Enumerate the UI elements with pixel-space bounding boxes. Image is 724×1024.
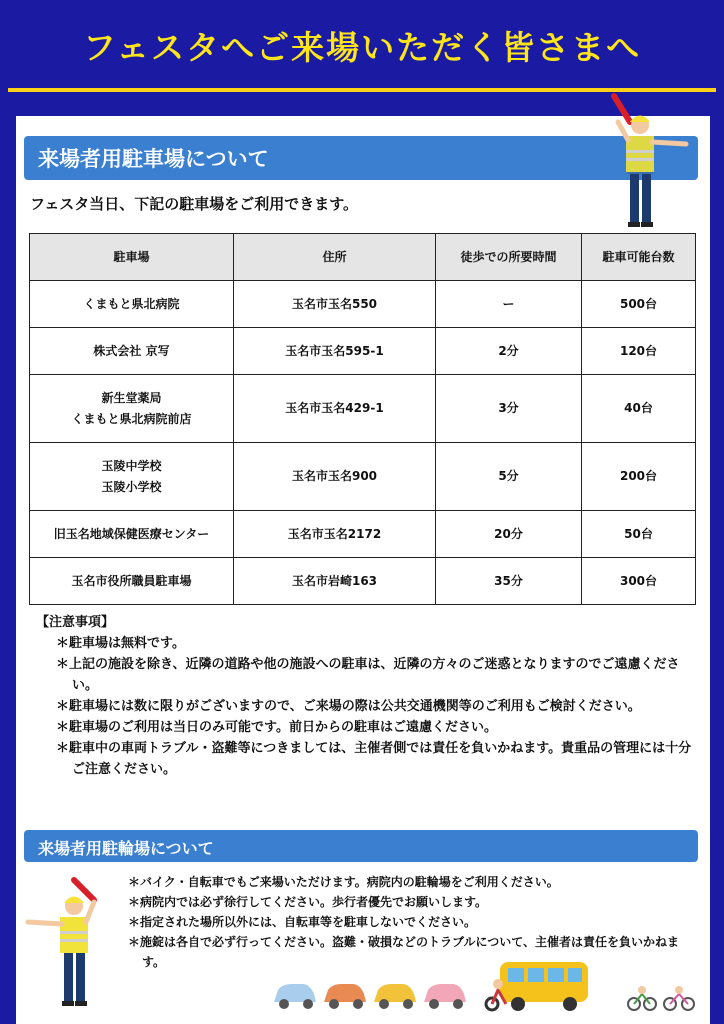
lot-capacity: 300台 bbox=[582, 558, 696, 605]
lot-name-line: 玉陵中学校 bbox=[101, 459, 162, 474]
lot-walk-time: 2分 bbox=[436, 328, 582, 375]
bike-note-item: ＊バイク・自転車でもご来場いただけます。病院内の駐輪場をご利用ください。 bbox=[128, 875, 559, 889]
note-item: ＊上記の施設を除き、近隣の道路や他の施設への駐車は、近隣の方々のご迷惑となりますのでご遠慮ください。 bbox=[56, 657, 680, 693]
column-header-walk-time: 徒歩での所要時間 bbox=[436, 234, 582, 281]
lot-walk-time: ー bbox=[436, 281, 582, 328]
lot-walk-time: 20分 bbox=[436, 511, 582, 558]
car-parking-title: 来場者用駐車場について bbox=[38, 147, 269, 171]
lot-name bbox=[30, 511, 234, 558]
table-row bbox=[30, 328, 696, 375]
table-header-row bbox=[30, 234, 696, 281]
table-row bbox=[30, 443, 696, 511]
note-item: ＊駐車場のご利用は当日のみ可能です。前日からの駐車はご遠慮ください。 bbox=[56, 720, 497, 735]
lot-address: 玉名市玉名595-1 bbox=[234, 328, 436, 375]
bicycles-illustration bbox=[626, 984, 698, 1012]
table-row bbox=[30, 511, 696, 558]
table-row bbox=[30, 375, 696, 443]
lot-walk-time: 5分 bbox=[436, 443, 582, 511]
lot-walk-time: 3分 bbox=[436, 375, 582, 443]
lot-name-line: 新生堂薬局 bbox=[101, 391, 162, 406]
table-row bbox=[30, 281, 696, 328]
lot-walk-time: 35分 bbox=[436, 558, 582, 605]
bike-note-item: ＊指定された場所以外には、自転車等を駐車しないでください。 bbox=[128, 915, 477, 929]
note-item: ＊駐車場は無料です。 bbox=[56, 636, 185, 651]
bus-illustration bbox=[484, 958, 592, 1014]
lot-name bbox=[30, 443, 234, 511]
traffic-guard-illustration bbox=[592, 92, 696, 232]
column-header-capacity: 駐車可能台数 bbox=[582, 234, 696, 281]
lot-address: 玉名市玉名2172 bbox=[234, 511, 436, 558]
parking-notes bbox=[36, 612, 696, 780]
note-item: ＊駐車場には数に限りがございますので、ご来場の際は公共交通機関等のご利用もご検討ください。 bbox=[56, 699, 641, 714]
lot-address: 玉名市岩崎163 bbox=[234, 558, 436, 605]
cars-illustration bbox=[270, 976, 470, 1012]
table-row bbox=[30, 558, 696, 605]
column-header-lot: 駐車場 bbox=[30, 234, 234, 281]
notes-heading: 【注意事項】 bbox=[36, 615, 115, 630]
lot-name-line: くまもと県北病院前店 bbox=[71, 411, 192, 426]
lot-capacity: 50台 bbox=[582, 511, 696, 558]
lot-name bbox=[30, 328, 234, 375]
lot-name-line: 玉陵小学校 bbox=[101, 479, 162, 494]
page-title: フェスタへご来場いただく皆さまへ bbox=[82, 28, 642, 67]
lot-name-line: 旧玉名地域保健医療センター bbox=[53, 526, 210, 541]
parking-table bbox=[29, 233, 696, 605]
lot-name-line: くまもと県北病院 bbox=[83, 296, 180, 311]
lot-name-line: 玉名市役所職員駐車場 bbox=[71, 573, 192, 588]
note-item: ＊駐車中の車両トラブル・盗難等につきましては、主催者側では責任を負いかねます。貴重品の管理には十分ご注意ください。 bbox=[56, 741, 692, 777]
bike-note-item: ＊病院内では必ず徐行してください。歩行者優先でお願いします。 bbox=[128, 895, 488, 909]
lot-capacity: 40台 bbox=[582, 375, 696, 443]
lot-address: 玉名市玉名429-1 bbox=[234, 375, 436, 443]
traffic-guard-illustration bbox=[22, 874, 122, 1010]
lot-name bbox=[30, 375, 234, 443]
lot-address: 玉名市玉名900 bbox=[234, 443, 436, 511]
lot-capacity: 200台 bbox=[582, 443, 696, 511]
column-header-address: 住所 bbox=[234, 234, 436, 281]
lot-name-line: 株式会社 京写 bbox=[93, 343, 170, 358]
lot-name bbox=[30, 558, 234, 605]
car-parking-intro: フェスタ当日、下記の駐車場をご利用できます。 bbox=[30, 195, 359, 213]
bike-parking-notes bbox=[128, 872, 698, 972]
lot-capacity: 500台 bbox=[582, 281, 696, 328]
bike-parking-title: 来場者用駐輪場について bbox=[38, 839, 214, 858]
bike-note-item: ＊施錠は各自で必ず行ってください。盗難・破損などのトラブルについて、主催者は責任を負いかねます。 bbox=[128, 935, 680, 969]
lot-address: 玉名市玉名550 bbox=[234, 281, 436, 328]
lot-name bbox=[30, 281, 234, 328]
lot-capacity: 120台 bbox=[582, 328, 696, 375]
